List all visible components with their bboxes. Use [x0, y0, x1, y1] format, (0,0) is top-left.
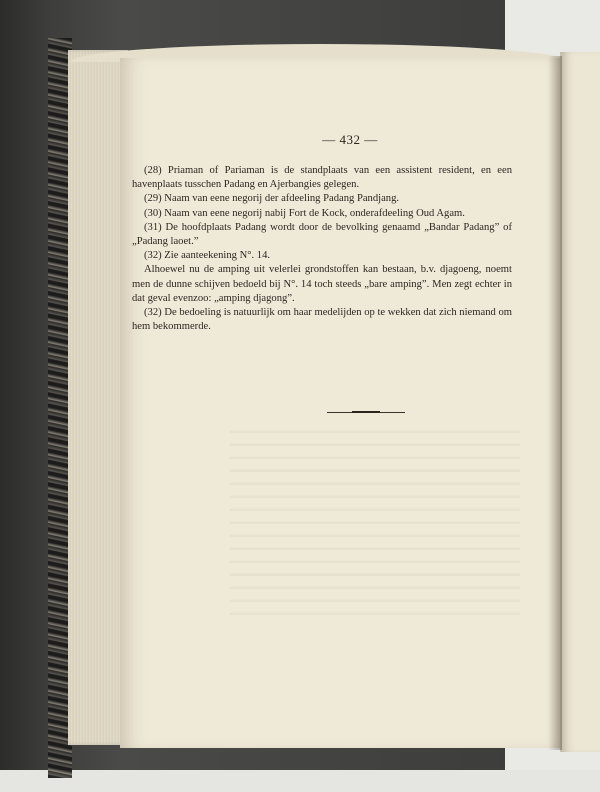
book-page — [120, 58, 560, 748]
footnote-29: (29) Naam van eene negorij der afdeeling Padang Pandjang. — [144, 193, 400, 205]
footnote-28: (28) Priaman of Pariaman is de standplaats van een assistent resident, en een havenplaats tusschen Padang en Ajerbangies gelegen. — [132, 165, 512, 191]
page-stack-edge — [68, 50, 128, 745]
scan-margin-bottom — [0, 770, 600, 792]
footnote-30: (30) Naam van eene negorij nabij Fort de Kock, onderafdeeling Oud Agam. — [144, 207, 465, 219]
footnote-32a: (32) Zie aanteekening N°. 14. — [144, 250, 271, 262]
gutter-shadow — [548, 56, 562, 750]
footnote-31: (31) De hoofdplaats Padang wordt door de bevolking genaamd „Bandar Padang” of „Padang laoet.” — [132, 221, 512, 248]
page-number: — 432 — — [322, 132, 378, 147]
footnote-32b: (32) De bedoeling is natuurlijk om haar medelijden op te wekken dat zich niemand om hem bekommerde. — [132, 307, 512, 333]
show-through-texture — [230, 420, 520, 620]
footnotes-block — [132, 164, 512, 334]
footnote-32a-continuation: Alhoewel nu de amping uit velerlei grondstoffen kan bestaan, b.v. djagoeng, noemt men de dunne schijven bedoeld bij N°. 14 toch steeds „bare amping”. Men zegt echter in dat geval evenzoo: „amping djagong”. — [132, 264, 512, 304]
facing-page-edge — [560, 52, 600, 752]
section-divider-center — [352, 411, 380, 413]
